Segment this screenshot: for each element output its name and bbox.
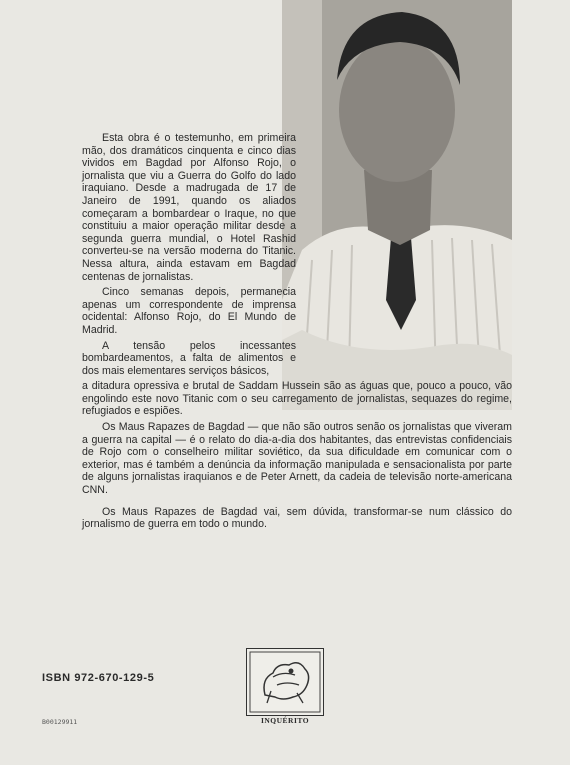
paragraph-5: Os Maus Rapazes de Bagdad vai, sem dúvida, transformar-se num clássico do jornalismo de guerra em todo o mundo. xyxy=(82,505,512,531)
publisher-name: INQUÉRITO xyxy=(260,716,310,725)
back-cover-text xyxy=(82,132,512,534)
paragraph-2: Cinco semanas depois, permanecia apenas um correspondente de imprensa ocidental: Alfonso Rojo, do El Mundo de Madrid. xyxy=(82,286,296,336)
paragraph-3: A tensão pelos incessantes bombardeamentos, a falta de alimentos e dos mais elementares serviços básicos, xyxy=(82,339,296,377)
paragraph-3-continuation: a ditadura opressiva e brutal de Saddam Hussein são as águas que, pouco a pouco, vão engolindo este novo Titanic com o seu carregamento de jornalistas, sequazes do regime, refugiados e espiões. xyxy=(82,380,512,418)
isbn: ISBN 972-670-129-5 xyxy=(42,672,155,684)
publisher-logo xyxy=(246,648,324,716)
paragraph-1: Esta obra é o testemunho, em primeira mão, dos dramáticos cinquenta e cinco dias vividos em Bagdad por Alfonso Rojo, o jornalista que viu a Guerra do Golfo do lado iraquiano. Desde a madrugada de 17 de Janeiro de 1991, quando os aliados começaram a bombardear o Iraque, no que constituiu a maior operação militar desde a segunda guerra mundial, o Hotel Rashid converteu-se na versão moderna do Titanic. Nessa altura, ainda estavam em Bagdad centenas de jornalistas. xyxy=(82,132,296,283)
paragraph-4: Os Maus Rapazes de Bagdad — que não são outros senão os jornalistas que viveram a guerra na capital — é o relato do dia-a-dia dos habitantes, das entrevistas confidenciais de Rojo com o conselheiro militar soviético, da sua dificuldade em comunicar com o exterior, mas é também a denúncia da informação manipulada e sensacionalista por parte de alguns jornalistas iraquianos e de Peter Arnett, da cadeia de televisão norte-americana CNN. xyxy=(82,421,512,497)
barcode-number: B00129911 xyxy=(42,718,78,726)
